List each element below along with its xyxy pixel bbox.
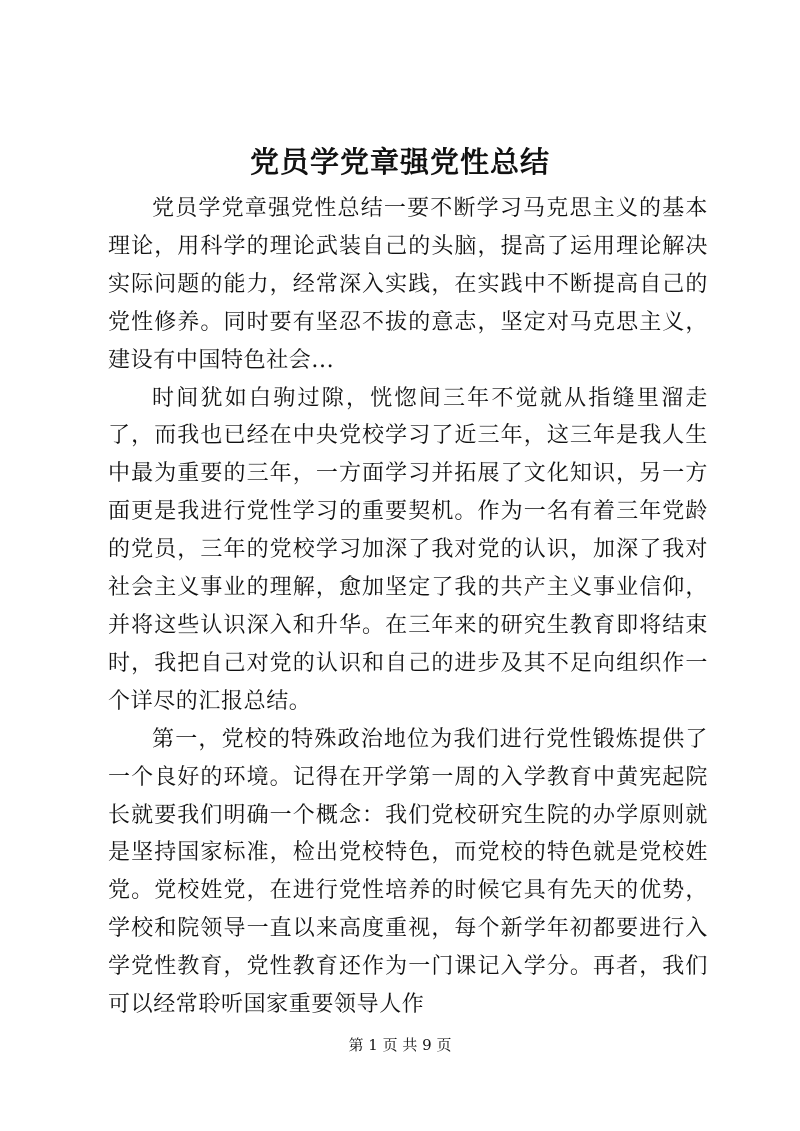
document-title: 党员学党章强党性总结 — [249, 145, 550, 179]
paragraph-1: 党员学党章强党性总结一要不断学习马克思主义的基本理论，用科学的理论武装自己的头脑，提高了运用理论解决实际问题的能力，经常深入实践，在实践中不断提高自己的党性修养。同时要有坚忍不拔的意志，坚定对马克思主义，建设有中国特色社会... — [108, 196, 708, 373]
document-body — [108, 190, 708, 1024]
paragraph-2: 时间犹如白驹过隙，恍惚间三年不觉就从指缝里溜走了，而我也已经在中央党校学习了近三年，这三年是我人生中最为重要的三年，一方面学习并拓展了文化知识，另一方面更是我进行党性学习的重要契机。作为一名有着三年党龄的党员，三年的党校学习加深了我对党的认识，加深了我对社会主义事业的理解，愈加坚定了我的共产主义事业信仰，并将这些认识深入和升华。在三年来的研究生教育即将结束时，我把自己对党的认识和自己的进步及其不足向组织作一个详尽的汇报总结。 — [108, 385, 708, 714]
paragraph-3: 第一，党校的特殊政治地位为我们进行党性锻炼提供了一个良好的环境。记得在开学第一周的入学教育中黄宪起院长就要我们明确一个概念：我们党校研究生院的办学原则就是坚持国家标准，检出党校特色，而党校的特色就是党校姓党。党校姓党，在进行党性培养的时候它具有先天的优势，学校和院领导一直以来高度重视，每个新学年初都要进行入学党性教育，党性教育还作为一门课记入学分。再者，我们可以经常聆听国家重要领导人作 — [108, 726, 708, 1018]
page-footer: 第 1 页 共 9 页 — [348, 1036, 452, 1054]
